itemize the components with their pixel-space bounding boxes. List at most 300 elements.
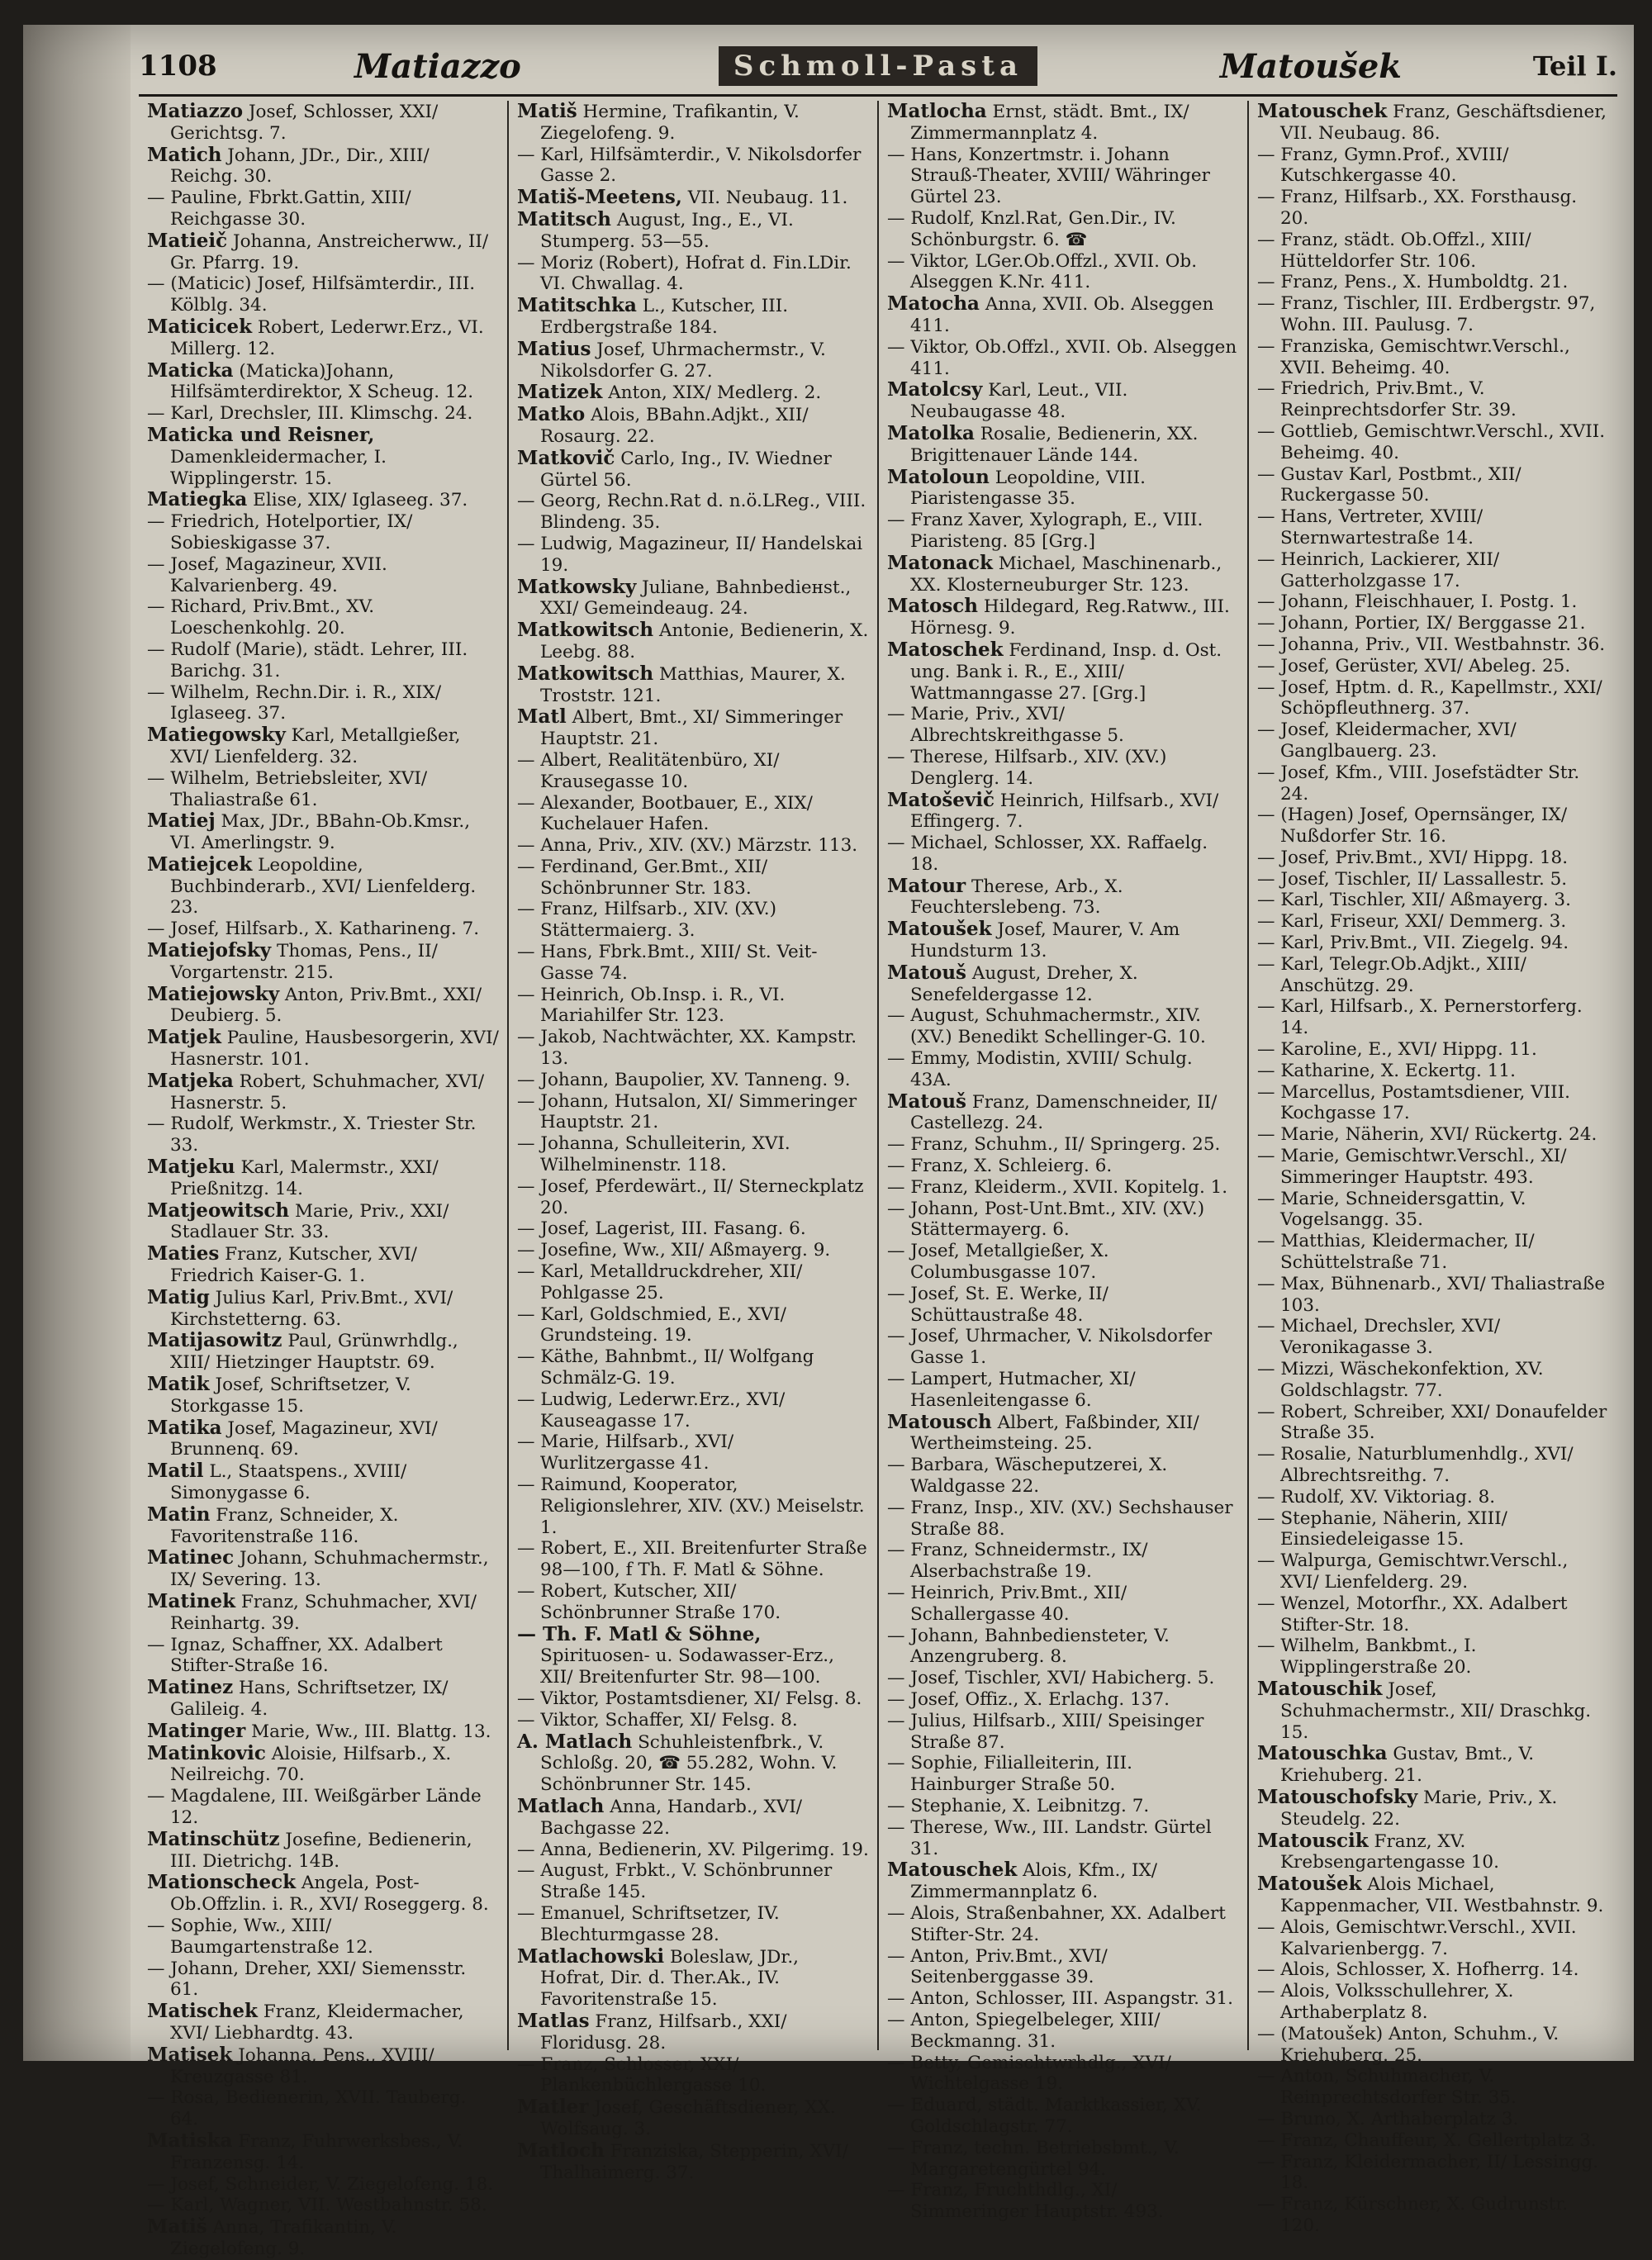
entry-surname: Matischek [147, 2000, 258, 2023]
entry-surname: Matiš-Meetens, [517, 186, 682, 209]
entry-surname: Matieič [147, 229, 228, 252]
directory-entry [147, 810, 499, 854]
entry-details: — Jakob, Nachtwächter, XX. Kampstr. 13. [517, 1027, 857, 1070]
entry-surname: Maties [147, 1242, 220, 1265]
directory-entry [1257, 421, 1609, 464]
directory-entry [147, 2001, 499, 2044]
entry-details: — Marie, Näherin, XVI/ Rückertg. 24. [1257, 1124, 1597, 1146]
entry-details: — Johann, Dreher, XXI/ Siemensstr. 61. [147, 1958, 467, 2001]
entry-details: Josef, Schlosser, XXI/ Gerichtsg. 7. [170, 102, 439, 144]
directory-entry [517, 1176, 869, 1219]
directory-entry [517, 1133, 869, 1176]
directory-entry [517, 1304, 869, 1347]
directory-entry [517, 1389, 869, 1432]
directory-entry [517, 1346, 869, 1389]
directory-entry [887, 1048, 1239, 1091]
entry-surname: Matolka [887, 421, 975, 444]
entry-surname: Matouš [887, 961, 966, 984]
entry-details: Alois, Kfm., IX/ Zimmermannplatz 6. [910, 1860, 1158, 1903]
entry-surname: Matonack [887, 551, 993, 574]
entry-details: Franz, Schneider, X. Favoritenstraße 116. [170, 1504, 399, 1547]
column-4 [1249, 100, 1617, 2236]
entry-details: — Josef, Hilfsarb., X. Katharineng. 7. [147, 919, 480, 940]
directory-entry [147, 1113, 499, 1156]
entry-details: Anna, Trafikantin, V. Ziegelofeng. 9. [170, 2217, 397, 2259]
directory-entry [517, 145, 869, 188]
entry-details: — Franz, Kleidermacher, II/ Lessingg. 18. [1257, 2151, 1599, 2194]
directory-entry [887, 423, 1239, 467]
entry-details: — Johann, Portier, IX/ Berggasse 21. [1257, 613, 1586, 634]
entry-details: — Heinrich, Lackierer, XII/ Gatterholzgasse 17. [1257, 548, 1500, 591]
entry-details: Spirituosen- u. Sodawasser-Erz., XII/ Breitenfurter Str. 98—100. [540, 1645, 834, 1688]
directory-entry [147, 1374, 499, 1417]
entry-details: Josef, Schuhmachermstr., XII/ Draschkg. 15. [1280, 1678, 1592, 1743]
directory-entry [887, 1177, 1239, 1199]
entry-surname: Matin [147, 1503, 211, 1526]
entry-details: — Emmy, Modistin, XVIII/ Schulg. 43A. [887, 1048, 1193, 1090]
directory-entry [517, 491, 869, 534]
entry-surname: Matloch [517, 2139, 605, 2162]
directory-entry [1257, 549, 1609, 592]
directory-entry [517, 1070, 869, 1091]
directory-entry [517, 382, 869, 404]
entry-surname: Matiska [147, 2129, 233, 2152]
directory-entry [517, 1840, 869, 1861]
directory-entry [1257, 145, 1609, 188]
directory-entry [887, 704, 1239, 747]
entry-surname: Matocha [887, 292, 980, 316]
directory-entry [887, 1711, 1239, 1754]
directory-entry [887, 1369, 1239, 1412]
entry-details: — Franz, Insp., XIV. (XV.) Sechshauser Straße 88. [887, 1497, 1233, 1540]
directory-entry [1257, 1402, 1609, 1445]
directory-entry [147, 1959, 499, 2001]
entry-details: — Alexander, Bootbauer, E., XIX/ Kuchelauer Hafen. [517, 792, 813, 835]
entry-details: — Franz, Schuhm., II/ Springerg. 25. [887, 1134, 1221, 1156]
entry-details: — Johann, Baupolier, XV. Tanneng. 9. [517, 1069, 851, 1090]
directory-entry [147, 1635, 499, 1678]
directory-entry [517, 1091, 869, 1134]
entry-details: — August, Schuhmachermstr., XIV. (XV.) Benedikt Schellinger-G. 10. [887, 1005, 1206, 1048]
entry-details: — Bruno, X. Arthaberplatz 3. [1257, 2108, 1519, 2129]
directory-entry [887, 2138, 1239, 2181]
entry-surname: Matolcsy [887, 378, 983, 401]
directory-entry [1257, 1061, 1609, 1082]
entry-details: Anton, XIX/ Medlerg. 2. [608, 382, 822, 404]
directory-entry [517, 1431, 869, 1474]
entry-details: — Josef, Uhrmacher, V. Nikolsdorfer Gasse 1. [887, 1326, 1213, 1369]
column-1 [139, 100, 509, 2259]
directory-entry [1257, 933, 1609, 954]
entry-details: Max, JDr., BBahn-Ob.Kmsr., VI. Amerlingstr. 9. [170, 811, 471, 854]
directory-entry [517, 253, 869, 296]
entry-details: Franz, Kleidermacher, XVI/ Liebhardtg. 43. [170, 2001, 464, 2044]
directory-entry [887, 833, 1239, 876]
page-header [139, 41, 1617, 91]
entry-surname: Matko [517, 403, 586, 426]
entry-details: Johann, JDr., Dir., XIII/ Reichg. 30. [170, 145, 430, 188]
directory-entry [887, 1134, 1239, 1156]
entry-surname: Matl [517, 705, 567, 729]
entry-details: (Maticka)Johann, Hilfsämterdirektor, X Scheug. 12. [170, 360, 474, 403]
entry-surname: Matousch [887, 1410, 992, 1433]
directory-entry [1257, 336, 1609, 379]
entry-surname: Matisek [147, 2043, 233, 2066]
directory-entry [887, 467, 1239, 510]
entry-details: — Anna, Bedienerin, XV. Pilgerimg. 19. [517, 1839, 869, 1860]
directory-entry [1257, 1359, 1609, 1402]
directory-entry [887, 379, 1239, 423]
entry-details: Angela, Post-Ob.Offzlin. i. R., XVI/ Roseggerg. 8. [170, 1873, 489, 1916]
directory-entry [1257, 464, 1609, 507]
entry-surname: Matika [147, 1416, 222, 1439]
entry-details: Gustav, Bmt., V. Kriehuberg. 21. [1280, 1744, 1535, 1787]
directory-entry [1257, 1917, 1609, 1960]
entry-details: Matthias, Maurer, X. Troststr. 121. [540, 663, 846, 706]
entry-details: — Hans, Vertreter, XVIII/ Sternwartestraße 14. [1257, 506, 1483, 548]
entry-details: — Johanna, Schulleiterin, XVI. Wilhelminenstr. 118. [517, 1133, 790, 1176]
entry-surname: Matjeku [147, 1156, 235, 1179]
directory-entry [1257, 591, 1609, 613]
entry-surname: Matich [147, 143, 222, 166]
directory-entry [1257, 1146, 1609, 1189]
entry-surname: Matler [517, 2096, 589, 2119]
entry-details: — Franz Xaver, Xylograph, E., VIII. Piaristeng. 85 [Grg.] [887, 510, 1203, 552]
header-rule [139, 94, 1617, 97]
entry-details: Anton, Priv.Bmt., XXI/ Deubierg. 5. [170, 984, 482, 1027]
column-3 [879, 100, 1249, 2223]
entry-details: Julius Karl, Priv.Bmt., XVI/ Kirchstetterng. 63. [170, 1287, 453, 1330]
entry-details: — Käthe, Bahnbmt., II/ Wolfgang Schmälz-G. 19. [517, 1346, 814, 1389]
entry-surname: Matiejowsky [147, 982, 280, 1005]
entry-details: — Franz, Gymn.Prof., XVIII/ Kutschkergasse 40. [1257, 144, 1509, 187]
entry-details: — Josef, Schneider, V. Ziegelofeng. 18. [147, 2173, 494, 2195]
entry-surname: — Th. F. Matl & Söhne, [517, 1622, 762, 1645]
directory-entry [1257, 1082, 1609, 1125]
entry-surname: Matjeka [147, 1069, 234, 1092]
entry-surname: Matizek [517, 381, 603, 404]
entry-details: — Heinrich, Ob.Insp. i. R., VI. Mariahilfer Str. 123. [517, 984, 786, 1027]
entry-details: — Emanuel, Schriftsetzer, IV. Blechturmgasse 28. [517, 1902, 780, 1945]
entry-details: — Alois, Volksschullehrer, X. Arthaberplatz 8. [1257, 1981, 1514, 2023]
directory-entry [517, 209, 869, 253]
directory-entry [1257, 2152, 1609, 2195]
entry-surname: Matil [147, 1460, 204, 1483]
directory-entry [1257, 890, 1609, 911]
directory-entry [517, 706, 869, 750]
entry-details: — Friedrich, Priv.Bmt., V. Reinprechtsdorfer Str. 39. [1257, 378, 1517, 421]
directory-entry [147, 1872, 499, 1916]
entry-details: — Therese, Ww., III. Landstr. Gürtel 31. [887, 1816, 1212, 1859]
entry-details: — Franz, Tischler, III. Erdbergstr. 97, Wohn. III. Paulusg. 7. [1257, 293, 1596, 335]
directory-entry [887, 293, 1239, 337]
directory-entry [1257, 1678, 1609, 1743]
entry-details: — Johanna, Priv., VII. Westbahnstr. 36. [1257, 634, 1606, 655]
entry-details: — (Maticic) Josef, Hilfsämterdir., III. Kölblg. 34. [147, 273, 476, 316]
entry-details: — Eduard, städt. Marktkassier, XV. Goldschlagstr. 77. [887, 2095, 1202, 2137]
header-right-catchword: Matoušek [1219, 46, 1402, 86]
directory-entry [147, 1504, 499, 1548]
entry-surname: Matitsch [517, 207, 612, 230]
entry-details: Josef, Maurer, V. Am Hundsturm 13. [910, 919, 1180, 962]
entry-details: — Hans, Fbrk.Bmt., XIII/ St. Veit-Gasse 74. [517, 942, 818, 984]
entry-details: — Karl, Friseur, XXI/ Demmerg. 3. [1257, 911, 1567, 933]
entry-details: — Karl, Hilfsarb., X. Pernerstorferg. 14. [1257, 996, 1583, 1039]
entry-details: — Viktor, Ob.Offzl., XVII. Ob. Alseggen 411. [887, 336, 1237, 379]
entry-details: Ernst, städt. Bmt., IX/ Zimmermannplatz 4. [910, 102, 1189, 144]
header-banner: Schmoll-Pasta [719, 46, 1037, 86]
entry-details: Alois, BBahn.Adjkt., XII/ Rosaurg. 22. [540, 405, 809, 447]
entry-details: — Ferdinand, Ger.Bmt., XII/ Schönbrunner Str. 183. [517, 856, 768, 899]
entry-details: — Julius, Hilfsarb., XIII/ Speisinger Straße 87. [887, 1710, 1204, 1753]
entry-details: — Anton, Priv.Bmt., XVI/ Seitenberggasse 39. [887, 1945, 1108, 1988]
directory-entry [147, 1786, 499, 1829]
entry-surname: Matour [887, 874, 966, 897]
entry-details: Rosalie, Bedienerin, XX. Brigittenauer Lände 144. [910, 423, 1199, 466]
directory-entry [1257, 1316, 1609, 1359]
entry-details: — Josefine, Ww., XII/ Aßmayerg. 9. [517, 1240, 831, 1261]
entry-details: Elise, XIX/ Iglaseeg. 37. [253, 490, 468, 511]
directory-entry [517, 295, 869, 339]
entry-details: — Karl, Goldschmied, E., XVI/ Grundsteing. 19. [517, 1303, 786, 1346]
entry-details: — Franz, Hilfsarb., XX. Forsthausg. 20. [1257, 187, 1578, 229]
entry-surname: Matlachowski [517, 1944, 665, 1968]
directory-entry [517, 793, 869, 836]
directory-entry [1257, 1039, 1609, 1061]
directory-entry [517, 942, 869, 985]
directory-entry [147, 1417, 499, 1461]
entry-details: — Michael, Drechsler, XVI/ Veronikagasse 3. [1257, 1316, 1501, 1359]
entry-details: Karl, Leut., VII. Neubaugasse 48. [910, 380, 1128, 423]
directory-entry [1257, 293, 1609, 336]
entry-details: — Anna, Priv., XIV. (XV.) Märzstr. 113. [517, 835, 858, 857]
entry-details: — Michael, Schlosser, XX. Raffaelg. 18. [887, 833, 1208, 875]
entry-details: Anna, XVII. Ob. Alseggen 411. [910, 294, 1214, 336]
entry-details: — Rudolf, Knzl.Rat, Gen.Dir., IV. Schönburgstr. 6. ☎ [887, 207, 1176, 250]
directory-entry [147, 1330, 499, 1374]
directory-entry [517, 1538, 869, 1581]
entry-details: Leopoldine, Buchbinderarb., XVI/ Lienfelderg. 23. [170, 854, 477, 919]
entry-details: — Robert, Schreiber, XXI/ Donaufelder Straße 35. [1257, 1401, 1607, 1444]
entry-details: — Wenzel, Motorfhr., XX. Adalbert Stifter-Str. 18. [1257, 1593, 1568, 1636]
directory-entry [887, 1946, 1239, 1989]
entry-details: — Rosa, Bedienerin, XVII. Tauberg. 64. [147, 2087, 467, 2130]
entry-details: Hildegard, Reg.Ratww., III. Hörnesg. 9. [910, 596, 1230, 639]
directory-entry [887, 1626, 1239, 1669]
entry-details: — Robert, E., XII. Breitenfurter Straße 98—100, f Th. F. Matl & Söhne. [517, 1538, 867, 1581]
entry-details: — Marie, Hilfsarb., XVI/ Wurlitzergasse 41. [517, 1431, 734, 1474]
entry-details: — Magdalene, III. Weißgärber Lände 12. [147, 1786, 482, 1828]
directory-entry [147, 1916, 499, 1959]
entry-details: — Viktor, LGer.Ob.Offzl., XVII. Ob. Alseggen K.Nr. 411. [887, 250, 1198, 293]
entry-surname: A. Matlach [517, 1730, 633, 1753]
entry-details: Franz, XV. Krebsengartengasse 10. [1280, 1830, 1499, 1873]
entry-details: Anna, Handarb., XVI/ Bachgasse 22. [540, 1796, 803, 1839]
directory-entry [1257, 1444, 1609, 1487]
directory-entry [147, 2174, 499, 2196]
directory-entry [1257, 1189, 1609, 1232]
entry-details: — Anton, Schlosser, III. Aspangstr. 31. [887, 1988, 1233, 2010]
directory-entry [147, 425, 499, 489]
directory-entry [887, 1583, 1239, 1626]
entry-surname: Matinschütz [147, 1827, 280, 1850]
entry-details: L., Staatspens., XVIII/ Simonygasse 6. [170, 1461, 407, 1503]
entry-details: — (Hagen) Josef, Opernsänger, IX/ Nußdorfer Str. 16. [1257, 805, 1568, 848]
directory-entry [147, 1287, 499, 1331]
page-number: 1108 [139, 50, 217, 83]
directory-entry [887, 1668, 1239, 1689]
directory-entry [1257, 677, 1609, 720]
directory-entry [147, 1027, 499, 1071]
directory-entry [1257, 996, 1609, 1039]
entry-details: — Lampert, Hutmacher, XI/ Hasenleitengasse 6. [887, 1369, 1136, 1411]
directory-entry [147, 316, 499, 360]
entry-details: — Josef, Magazineur, XVII. Kalvarienberg. 49. [147, 553, 387, 596]
entry-details: Pauline, Hausbesorgerin, XVI/ Hasnerstr. 101. [170, 1028, 499, 1071]
entry-surname: Matosch [887, 595, 979, 618]
directory-entry [517, 534, 869, 577]
directory-entry [517, 2054, 869, 2097]
directory-entry [1257, 1743, 1609, 1787]
entry-details: Josef, Schriftsetzer, V. Storkgasse 15. [170, 1375, 411, 1417]
directory-entry [147, 360, 499, 404]
entry-details: — Stephanie, X. Leibnitzg. 7. [887, 1795, 1150, 1816]
entry-details: — Josef, Tischler, XVI/ Habicherg. 5. [887, 1668, 1215, 1689]
directory-entry [1257, 1873, 1609, 1917]
directory-entry [147, 188, 499, 230]
directory-entry [1257, 1487, 1609, 1508]
entry-details: — Alois, Straßenbahner, XX. Adalbert Stifter-Str. 24. [887, 1902, 1226, 1945]
directory-entry [147, 854, 499, 919]
entry-details: — Franz, Schlosser, XXI/ Plankenbüchlergasse 10. [517, 2053, 767, 2096]
entry-surname: Matkowsky [517, 575, 637, 598]
entry-surname: Matig [147, 1285, 210, 1308]
entry-details: Robert, Lederwr.Erz., VI. Millerg. 12. [170, 316, 484, 359]
directory-entry [887, 1412, 1239, 1455]
entry-details: — Betty, Gemischtwrhdlg., XVI/ Wichtelgasse 19. [887, 2052, 1171, 2095]
directory-entry [1257, 230, 1609, 273]
directory-entry [1257, 2194, 1609, 2237]
entry-details: — Josef, Tischler, II/ Lassallestr. 5. [1257, 868, 1568, 890]
entry-details: Marie, Priv., X. Steudelg. 22. [1280, 1787, 1558, 1830]
directory-entry [147, 101, 499, 145]
entry-details: Ferdinand, Insp. d. Ost. ung. Bank i. R., E., XIII/ Wattmanngasse 27. [Grg.] [910, 639, 1222, 704]
directory-entry [517, 899, 869, 942]
entry-details: Aloisie, Hilfsarb., X. Neilreichg. 70. [170, 1743, 452, 1786]
directory-entry [517, 187, 869, 209]
entry-details: — Franz, Chauffeur, X. Gellertplatz 3. [1257, 2129, 1597, 2151]
directory-entry [1257, 613, 1609, 634]
directory-entry [1257, 2130, 1609, 2152]
directory-entry [517, 1474, 869, 1538]
entry-details: — Franz, städt. Ob.Offzl., XIII/ Hütteldorfer Str. 106. [1257, 229, 1531, 272]
directory-entry [517, 985, 869, 1028]
directory-entry [517, 663, 869, 707]
directory-entry [517, 835, 869, 857]
directory-entry [147, 1721, 499, 1743]
entry-details: — Karoline, E., XVI/ Hippg. 11. [1257, 1039, 1537, 1061]
directory-entry [887, 1859, 1239, 1903]
entry-surname: Matiej [147, 810, 216, 833]
directory-entry [887, 553, 1239, 596]
directory-entry [147, 1156, 499, 1200]
directory-entry [147, 2195, 499, 2216]
directory-entry [147, 145, 499, 188]
directory-entry [887, 596, 1239, 639]
entry-surname: Matinec [147, 1546, 235, 1569]
directory-entry [147, 1071, 499, 1114]
entry-details: Franz, Hilfsarb., XXI/ Floridusg. 28. [540, 2011, 787, 2053]
entry-surname: Matjeowitsch [147, 1199, 290, 1222]
column-2 [509, 100, 879, 2183]
entry-details: Albert, Bmt., XI/ Simmeringer Hauptstr. 21. [540, 707, 843, 750]
entry-details: — Hans, Konzertmstr. i. Johann Strauß-Theater, XVIII/ Währinger Gürtel 23. [887, 144, 1210, 208]
entry-surname: Matlas [517, 2009, 590, 2032]
directory-entry [147, 1591, 499, 1635]
entry-details: Franz, Damenschneider, II/ Castellezg. 24. [910, 1091, 1218, 1134]
directory-entry [887, 1284, 1239, 1327]
entry-surname: Matlocha [887, 100, 987, 122]
directory-entry [1257, 1830, 1609, 1874]
directory-entry [1257, 719, 1609, 762]
directory-entry [517, 1796, 869, 1840]
entry-details: — Ignaz, Schaffner, XX. Adalbert Stifter-Straße 16. [147, 1634, 443, 1677]
entry-surname: Matiazzo [147, 100, 244, 122]
entry-surname: Matouschek [1257, 100, 1388, 122]
entry-surname: Matiejcek [147, 852, 253, 876]
entry-surname: Matkowitsch [517, 662, 654, 685]
entry-details: — Barbara, Wäscheputzerei, X. Waldgasse 22. [887, 1455, 1168, 1497]
entry-details: Karl, Malermstr., XXI/ Prießnitzg. 14. [170, 1157, 439, 1199]
entry-details: Alois Michael, Kappenmacher, VII. Westbahnstr. 9. [1280, 1874, 1604, 1916]
entry-surname: Matinek [147, 1589, 236, 1612]
directory-entry [887, 1689, 1239, 1711]
entry-details: — Friedrich, Hotelportier, IX/ Sobieskigasse 37. [147, 511, 413, 553]
entry-details: — Moriz (Robert), Hofrat d. Fin.LDir. VI. Chwallag. 4. [517, 252, 852, 295]
entry-surname: Matinkovic [147, 1741, 266, 1764]
directory-entry [887, 101, 1239, 145]
directory-entry [517, 577, 869, 620]
directory-entry [147, 1743, 499, 1787]
entry-surname: Matouschek [887, 1859, 1018, 1882]
entry-details: August, Dreher, X. Senefeldergasse 12. [910, 962, 1138, 1005]
entry-details: — Alois, Schlosser, X. Hofherrg. 14. [1257, 1959, 1579, 1981]
directory-entry [887, 919, 1239, 962]
entry-details: — Josef, Lagerist, III. Fasang. 6. [517, 1218, 806, 1240]
directory-entry [1257, 1274, 1609, 1317]
entry-surname: Matiš [517, 100, 577, 122]
directory-entry [517, 1903, 869, 1946]
entry-details: Josef, Magazineur, XVI/ Brunnenq. 69. [170, 1417, 438, 1460]
entry-details: — (Matoušek) Anton, Schuhm., V. Kriehuberg. 25. [1257, 2023, 1559, 2066]
entry-details: — Albert, Realitätenbüro, XI/ Krausegasse 10. [517, 749, 780, 792]
entry-details: Franz, Schuhmacher, XVI/ Reinhartg. 39. [170, 1591, 477, 1634]
directory-entry [147, 403, 499, 425]
entry-details: — Johann, Bahnbediensteter, V. Anzengruberg. 8. [887, 1625, 1170, 1668]
entry-details: — Marie, Priv., XVI/ Albrechtskreithgasse 5. [887, 704, 1124, 747]
entry-details: — Walpurga, Gemischtwr.Verschl., XVI/ Lienfelderg. 29. [1257, 1550, 1569, 1593]
entry-details: — Mizzi, Wäschekonfektion, XV. Goldschlagstr. 77. [1257, 1359, 1544, 1401]
entry-details: Heinrich, Hilfsarb., XVI/ Effingerg. 7. [910, 790, 1219, 833]
entry-details: — Josef, Kleidermacher, XVI/ Ganglbauerg. 23. [1257, 719, 1517, 762]
directory-entry [1257, 1981, 1609, 2024]
entry-details: — Franz, X. Schleierg. 6. [887, 1156, 1113, 1177]
entry-details: — Karl, Drechsler, III. Klimschg. 24. [147, 403, 473, 425]
directory-entry [887, 1455, 1239, 1498]
entry-details: Hermine, Trafikantin, V. Ziegelofeng. 9. [540, 102, 800, 144]
entry-details: — Franz, Schneidermstr., IX/ Alserbachstraße 19. [887, 1540, 1148, 1583]
section-label: Teil I. [1532, 50, 1617, 82]
